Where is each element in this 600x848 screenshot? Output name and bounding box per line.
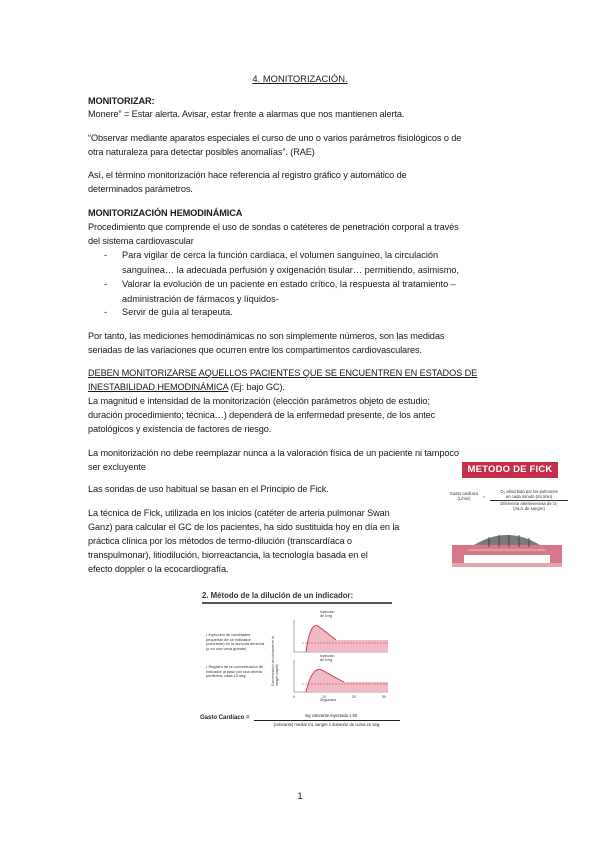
dilution-title: 2. Método de la dilución de un indicador: — [202, 591, 354, 600]
deben-heading-line-1: DEBEN MONITORIZARSE AQUELLOS PACIENTES QUE SE ENCUENTREN EN ESTADOS DE — [88, 368, 478, 378]
vessel-bottom — [452, 563, 562, 567]
bullet-item-1 — [0, 248, 600, 278]
deben-heading-suffix: (Ej: bajo GC). — [228, 382, 285, 392]
rae-quote-line-2: otra naturaleza para detectar posibles anomalías”. (RAE) — [88, 147, 315, 157]
page-title: 4. MONITORIZACIÓN. — [252, 73, 348, 84]
x-tick-label: 20 — [352, 695, 356, 699]
upper-curve-fill — [306, 626, 388, 652]
fick-lung-diagram — [444, 519, 570, 573]
lung-chamber — [474, 535, 540, 545]
bullet-dash: - — [104, 250, 108, 260]
deben-heading-line-2 — [88, 380, 285, 395]
bullet-line: Para vigilar de cerca la función cardiaca, el volumen sanguíneo, la circulación — [122, 250, 439, 260]
fick-method-figure — [444, 459, 570, 573]
rae-quote-line-1: “Observar mediante aparatos especiales el curso de uno o varios parámetros fisiológicos o de — [88, 133, 462, 143]
hemodinamica-intro-line-2: del sistema cardiovascular — [88, 236, 194, 246]
fick-lhs-line: (L/min) — [457, 496, 471, 501]
dilution-x-label: Segundos — [320, 698, 337, 702]
fick-lhs — [446, 491, 482, 501]
fick-num-line: en cada minuto (mL/min) — [505, 494, 553, 499]
cardiac-output-label: Gasto Cardíaco = — [200, 715, 250, 721]
x-tick-label: 0 — [293, 695, 295, 699]
technique-line-4: transpulmonar), litiodilución, biorreactancia, la tecnología basada en el — [88, 550, 368, 560]
page-number: 1 — [297, 791, 303, 802]
side-line: • Inyección de cantidades — [206, 632, 251, 637]
bullet-line: Servir de guía al terapeuta. — [122, 307, 233, 317]
fick-denominator — [490, 501, 568, 511]
inj-line: de 5 mg — [320, 658, 333, 662]
inj-line: Inyección — [320, 654, 335, 658]
side-line: (colorante) en la aurícula derecha — [206, 641, 265, 647]
inj-line: de 5 mg — [320, 614, 333, 618]
monitorizar-definition: Monere” = Estar alerta. Avisar, estar frente a alarmas que nos mantienen alerta. — [88, 109, 405, 119]
fick-equals: = — [483, 494, 486, 499]
numbers-line-2: seriadas de las variaciones que ocurren entre los compartimentos cardiovasculares. — [88, 345, 422, 355]
fick-den-line: (mL/L de sangre) — [513, 506, 545, 511]
side-line: periférica: cada 10 seg. — [206, 673, 247, 679]
x-tick-label: 30 — [382, 695, 386, 699]
technique-line-5: efecto doppler o la ecocardiografía. — [88, 564, 229, 574]
dilution-y-label: Concentración de colorante en la sangre (mg/dl) — [271, 636, 279, 686]
x-tick-label: 10 — [322, 695, 326, 699]
register-line-1: Así, el término monitorización hace referencia al registro gráfico y automático de — [88, 170, 407, 180]
side-line: • Registro de la concentración de — [206, 664, 264, 669]
formula-fraction-line — [254, 720, 400, 721]
fick-den-line: Diferencia arteriovenosa de O₂ — [500, 501, 558, 506]
bullet-dash: - — [104, 307, 108, 317]
numbers-line-1: Por tanto, las mediciones hemodinámicas no son simplemente números, son las medidas — [88, 331, 445, 341]
monitorizar-heading: MONITORIZAR: — [88, 96, 155, 106]
hemodinamica-intro-line-1: Procedimiento que comprende el uso de sondas o catéteres de penetración corporal a través — [88, 222, 459, 232]
replace-line-2: ser excluyente — [88, 462, 146, 472]
bullet-item-3 — [0, 305, 600, 321]
register-line-2: determinados parámetros. — [88, 184, 193, 194]
side-line: pequeñas de un indicador — [206, 636, 251, 642]
replace-line-1: La monitorización no debe reemplazar nunca a la valoración física de un paciente ni tampoco — [88, 448, 459, 458]
dilution-title-rule — [202, 602, 392, 604]
bullet-line: sanguínea… la adecuada perfusión y oxigenación tisular… permitiendo, asimismo, — [122, 264, 460, 275]
deben-heading-underlined: INESTABILIDAD HEMODINÁMICA — [88, 382, 229, 392]
dilution-curves — [284, 616, 390, 700]
fick-numerator — [490, 489, 568, 499]
bullet-line: administración de fármacos y líquidos- — [122, 293, 279, 304]
inj-line: Inyección — [320, 610, 335, 614]
side-line: (o en una vena grande) — [206, 645, 247, 651]
fick-banner: METODO DE FICK — [462, 462, 558, 478]
fick-principle-text: Las sondas de uso habitual se basan en el Principio de Fick. — [88, 484, 329, 494]
fick-lhs-line: Gasto cardíaco — [449, 491, 479, 496]
magnitude-line-3: patológicos y existencia de factores de riesgo. — [88, 424, 272, 434]
side-line: indicador al paso por una arteria — [206, 668, 262, 674]
magnitude-line-1: La magnitud e intensidad de la monitorización (elección parámetros objeto de estudio; — [88, 396, 430, 406]
bullet-dash: - — [104, 279, 108, 289]
magnitude-line-2: duración procedimiento; técnica…) dependerá de la enfermedad presente, de los antec — [88, 410, 436, 420]
bullet-line: Valorar la evolución de un paciente en estado crítico, la respuesta al tratamiento – — [122, 279, 456, 289]
technique-line-1: La técnica de Fick, utilizada en los inicios (catéter de arteria pulmonar Swan — [88, 508, 390, 518]
formula-numerator: mg colorante inyectado x 60 — [304, 713, 358, 718]
indicator-dilution-figure — [192, 586, 402, 738]
hemodinamica-heading: MONITORIZACIÓN HEMODINÁMICA — [88, 208, 243, 218]
dilution-side-text-2 — [206, 665, 276, 679]
formula-denominator: [colorante] media/ mL sangre x duración de curva en seg. — [273, 722, 381, 727]
bullet-item-2 — [0, 277, 600, 307]
lower-curve-fill — [306, 669, 388, 692]
fick-num-line: O₂ absorbido por los pulmones — [500, 489, 558, 494]
technique-line-2: Ganz) para calcular el GC de los pacientes, ha sido sustituida hoy en día en la — [88, 522, 400, 532]
technique-line-3: práctica clínica por los métodos de termo-dilución (transcardíaca o — [88, 536, 352, 546]
dilution-side-text-1 — [206, 633, 276, 651]
